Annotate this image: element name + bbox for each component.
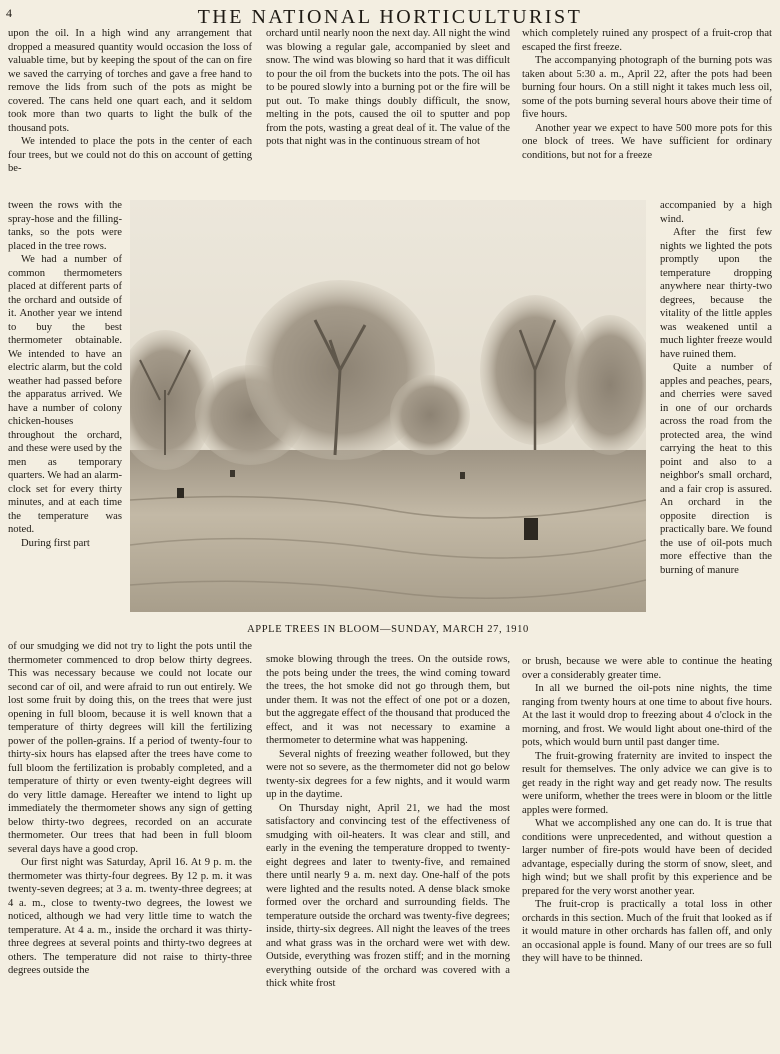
apple-trees-illustration [130, 200, 646, 612]
paragraph: On Thursday night, April 21, we had the most satisfactory and convincing test of the effectiveness of smudging with oil-heaters. It was clear and still, and early in the evening the temperature dropped to twenty-eight degrees and later to twenty-five, and remained there until nearly 9 a. m. next day. One-half of the pots were lighted and the results noted. A dense black smoke formed over the orchard and surrounding fields. The temperature outside the orchard was twenty-five degrees; inside, thirty-six degrees. All night the leaves of the trees and what grass was in the orchard were wet with dew. Outside, everything was frozen stiff; and in the morning everything outside of the orchard was covered with a thick white frost [266, 802, 510, 989]
paragraph: Our first night was Saturday, April 16. At 9 p. m. the thermometer was thirty-four degrees. By 12 p. m. it was twenty-seven degrees; at 3 a. m. twenty-three degrees; at 4 a. m., close to twenty-two degrees, the lowest we noticed, although we had very little time to watch the temperature. At 4 a. m., inside the orchard it was thirty-three degrees at several points and thirty-two degrees at others. The temperature did not raise to thirty-three degrees outside the [8, 857, 252, 976]
paragraph: After the first few nights we lighted the pots promptly upon the temperature dropping anywhere near thirty-two degrees, because the vitality of the little apples was weakened until a much lighter freeze would have ruined them. [660, 227, 772, 360]
paragraph: Several nights of freezing weather followed, but they were not so severe, as the thermometer did not go below twenty-six degrees for a few nights, and it would warm up in the daytime. [266, 748, 510, 800]
paragraph: tween the rows with the spray-hose and the filling-tanks, so the pots were placed in the tree rows. [8, 200, 122, 252]
paragraph: In all we burned the oil-pots nine nights, the time ranging from twenty hours at one time to about five hours. At the last it would drop to freezing about 4 o'clock in the morning, and frost. We would light about one-third of the pots, which would burn until past danger time. [522, 683, 772, 748]
paragraph: During first part [21, 537, 90, 549]
paragraph: accompanied by a high wind. [660, 200, 772, 225]
column-right-narrow [660, 199, 772, 654]
paragraph: We intended to place the pots in the center of each four trees, but we could not do this on account of getting be- [8, 136, 252, 174]
paragraph: The fruit-crop is practically a total loss in other orchards in this section. Much of the fruit that looked as if it would mature in other orchards has fallen off, and only an occasional apple is found. Many of our trees are so full they will have to be thinned. [522, 899, 772, 964]
column-right-top [522, 27, 772, 197]
paragraph: Another year we expect to have 500 more pots for this one block of trees. We have sufficient for ordinary conditions, but not for a freeze [522, 122, 772, 161]
paragraph: What we accomplished any one can do. It is true that conditions were unprecedented, and without question a larger number of fire-pots would have been of decided advantage, especially during the storm of snow, sleet, and high wind; but we shall profit by this experience and be prepared for the very worst another year. [522, 818, 772, 897]
paragraph: Quite a number of apples and peaches, pears, and cherries were saved in one of our orchards across the road from the protected area, the wind carrying the heat to this point and also to a neighbor's small orchard, and a fair crop is assured. An orchard in the opposite direction is practically bare. We found the use of oil-pots much more effective than the burning of manure [660, 362, 772, 576]
column-left-bottom [8, 640, 252, 1050]
column-right-bottom [522, 655, 772, 1050]
paragraph: of our smudging we did not try to light the pots until the thermometer commenced to drop below thirty degrees. This was necessary because we could not locate our second car of oil, and were afraid to run out entirely. We lost some fruit by doing this, on the trees that were just opening in full bloom, because it is well known that a temperature of thirty degrees will kill the fertilizing power of the pollen-grains. If a period of twenty-four to thirty-six hours has elapsed after the trees have come to full bloom the fertilization is probably completed, and a temperature of thirty or even twenty-eight degrees will do very little damage. Hereafter we intend to light up immediately the thermometer shows any sign of getting below thirty-two degrees, recorded on an accurate thermometer. Our trees that had been in full bloom several days have a good crop. [8, 641, 252, 855]
column-middle-top [266, 27, 510, 197]
paragraph: The accompanying photograph of the burning pots was taken about 5:30 a. m., April 22, after the pots had been burning four hours. On a still night it takes much less oil, some of the pots burning several hours above their time of five hours. [522, 55, 772, 120]
paragraph: The fruit-growing fraternity are invited to inspect the result for themselves. The only advice we can give is to get ready in the right way and get ready now. The results were uniform, whether the trees were in bloom or the little apples were formed. [522, 750, 772, 816]
running-head: THE NATIONAL HORTICULTURIST [197, 6, 583, 28]
paragraph: We had a number of common thermometers placed at different parts of the orchard and outside of it. Another year we intend to buy the best thermometer obtainable. We intended to have an electric alarm, but the cold weather had passed before the apparatus arrived. We have a number of colony chicken-houses throughout the orchard, and these were used by the men as temporary quarters. We had an alarm-clock set for every thirty minutes, and at each time the temperature was noted. [8, 254, 122, 535]
column-middle-bottom [266, 653, 510, 1050]
column-left-narrow [8, 199, 122, 639]
page-number: 4 [6, 6, 12, 20]
paragraph: which completely ruined any prospect of a fruit-crop that escaped the first freeze. [522, 28, 772, 53]
paragraph: upon the oil. In a high wind any arrangement that dropped a measured quantity would occasion the loss of valuable time, but by keeping the spout of the can on fire we saved the carrying of torches and gave a free hand to remove the lids from such of the pots as might be covered. The cans held one quart each, and it seldom took more than two quarts to light the bulk of the thousand pots. [8, 28, 252, 134]
page-header [0, 6, 780, 28]
column-left-top [8, 27, 252, 197]
orchard-photograph [130, 200, 646, 612]
paragraph: smoke blowing through the trees. On the outside rows, the pots being under the trees, the wind coming toward the trees, the hot smoke did not go through them, but under them. It was not the effect of one pot or a dozen, but the aggregate effect of the thousand that produced the effect, and it was not necessary to examine a thermometer to determine what was happening. [266, 654, 510, 746]
paragraph: orchard until nearly noon the next day. All night the wind was blowing a regular gale, accompanied by sleet and snow. The wind was blowing so hard that it was difficult to pour the oil from the buckets into the pots. The oil has to be poured slowly into a burning pot or the fire will be put out. To make things doubly difficult, the snow, melting in the pots, caused the oil to sputter and pop from the pots, wasting a great deal of it. The value of the pots that night was in the continuous stream of hot [266, 28, 510, 147]
photo-caption: APPLE TREES IN BLOOM—SUNDAY, MARCH 27, 1910 [247, 624, 529, 635]
paragraph: or brush, because we were able to continue the heating over a considerably greater time. [522, 656, 772, 681]
